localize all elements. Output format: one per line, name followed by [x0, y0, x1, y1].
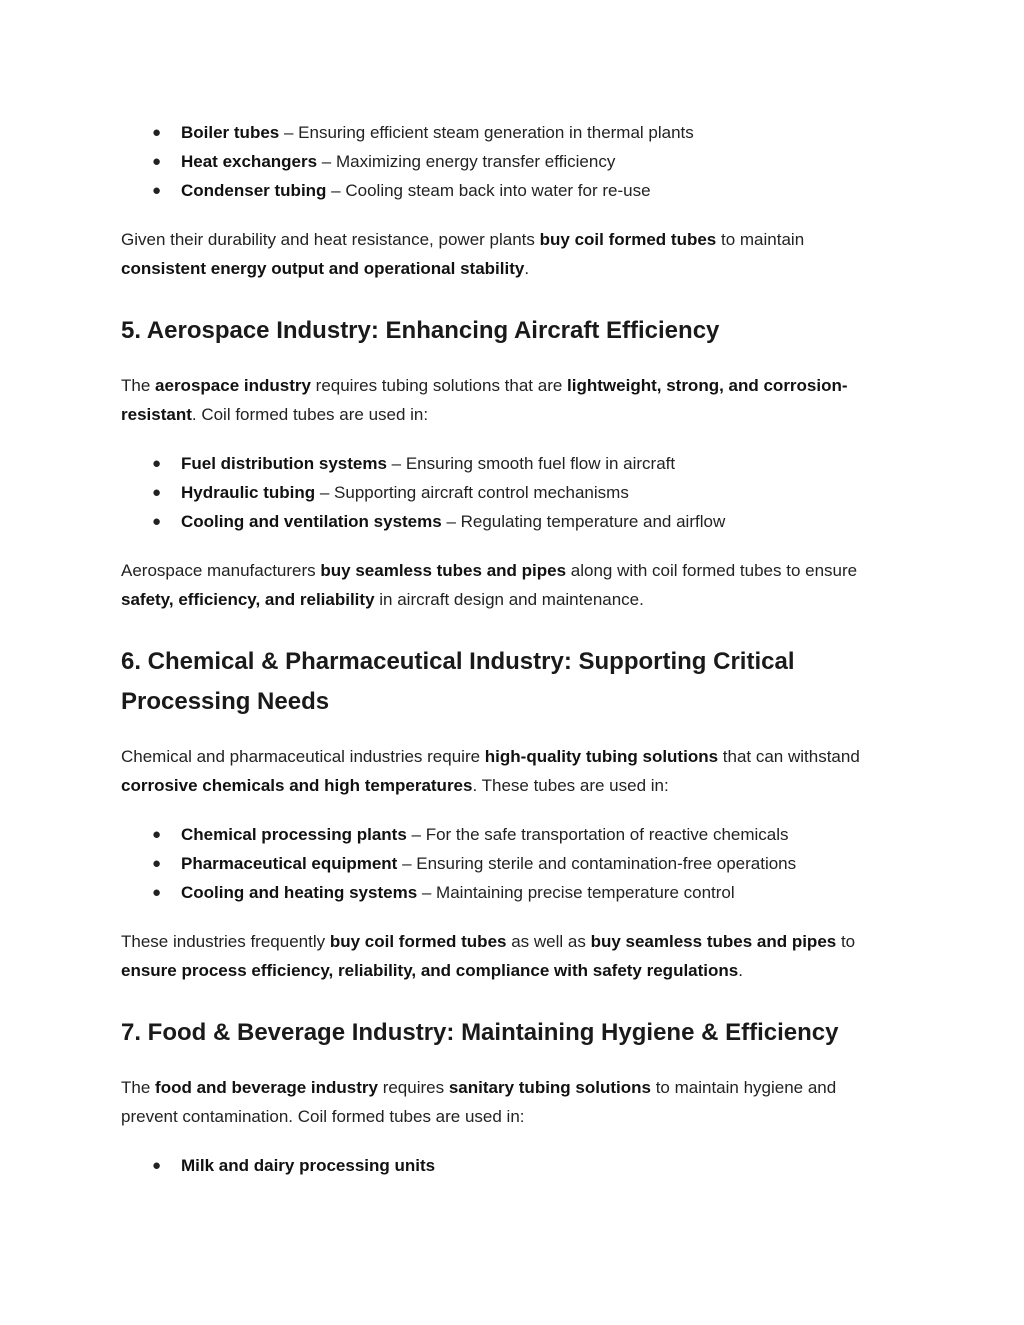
bullet-icon: ●: [152, 855, 162, 872]
bold-run: high-quality tubing solutions: [484, 747, 719, 766]
text-run: .: [738, 961, 743, 980]
list-item-term: Condenser tubing: [181, 181, 327, 200]
section-heading-food: 7. Food & Beverage Industry: Maintaining Hygiene & Efficiency: [121, 1019, 839, 1046]
list-item: [121, 147, 896, 176]
bold-run: ensure process efficiency, reliability, and compliance with safety regulations: [121, 961, 739, 980]
text-run: that can withstand: [718, 747, 860, 766]
list-item: [121, 849, 896, 878]
bullet-icon: ●: [152, 826, 162, 843]
chemical-uses-list: [121, 820, 896, 907]
bold-run: aerospace industry: [155, 376, 311, 395]
list-item: [121, 118, 896, 147]
list-item: [121, 878, 896, 907]
bold-run: corrosive chemicals and high temperatures: [121, 776, 473, 795]
text-run: .: [524, 259, 530, 278]
chemical-outro-paragraph: [121, 927, 896, 985]
bold-run: sanitary tubing solutions: [448, 1078, 651, 1097]
list-item-desc: – Maximizing energy transfer efficiency: [317, 152, 616, 171]
bullet-icon: ●: [152, 484, 162, 501]
bold-run: buy coil formed tubes: [539, 230, 717, 249]
power-uses-list: [121, 118, 896, 205]
list-item-term: Boiler tubes: [181, 123, 280, 142]
bullet-icon: ●: [152, 513, 162, 530]
list-item: [121, 820, 896, 849]
text-run: Given their durability and heat resistance, power plants: [121, 230, 540, 249]
list-item-term: Cooling and ventilation systems: [181, 512, 442, 531]
text-run: requires: [377, 1078, 449, 1097]
food-uses-list: [121, 1151, 896, 1180]
list-item-term: Heat exchangers: [181, 152, 318, 171]
list-item-desc: – Ensuring efficient steam generation in thermal plants: [279, 123, 694, 142]
list-item-term: Pharmaceutical equipment: [181, 854, 398, 873]
text-run: to: [836, 932, 856, 951]
bullet-icon: ●: [152, 182, 162, 199]
list-item: [121, 1151, 896, 1180]
list-item: [121, 478, 896, 507]
text-run: . Coil formed tubes are used in:: [191, 405, 429, 424]
list-item-desc: – Ensuring sterile and contamination-free operations: [397, 854, 797, 873]
list-item-desc: – Maintaining precise temperature control: [417, 883, 735, 902]
bold-run: buy coil formed tubes: [329, 932, 507, 951]
text-run: requires tubing solutions that are: [310, 376, 568, 395]
text-run: along with coil formed tubes to ensure: [566, 561, 858, 580]
text-run: Aerospace manufacturers: [121, 561, 321, 580]
text-run: The: [121, 376, 156, 395]
text-run: The: [121, 1078, 156, 1097]
list-item-term: Fuel distribution systems: [181, 454, 387, 473]
list-item-desc: – Supporting aircraft control mechanisms: [315, 483, 629, 502]
list-item: [121, 507, 896, 536]
list-item-desc: – Regulating temperature and airflow: [441, 512, 726, 531]
list-item-desc: – Cooling steam back into water for re-use: [326, 181, 651, 200]
text-run: in aircraft design and maintenance.: [374, 590, 644, 609]
list-item-term: Chemical processing plants: [181, 825, 407, 844]
bold-run: lightweight, strong, and corrosion-resistant: [121, 376, 848, 424]
aerospace-intro-paragraph: [121, 371, 896, 429]
chemical-intro-paragraph: [121, 742, 896, 800]
section-heading-chemical: 6. Chemical & Pharmaceutical Industry: Supporting Critical Processing Needs: [121, 648, 795, 715]
bullet-icon: ●: [152, 884, 162, 901]
text-run: to maintain: [716, 230, 805, 249]
bold-run: safety, efficiency, and reliability: [121, 590, 375, 609]
bold-run: buy seamless tubes and pipes: [590, 932, 837, 951]
list-item-term: Cooling and heating systems: [181, 883, 418, 902]
document-page: [121, 118, 896, 1180]
bullet-icon: ●: [152, 455, 162, 472]
bold-run: consistent energy output and operational stability: [121, 259, 525, 278]
aerospace-outro-paragraph: [121, 556, 896, 614]
text-run: as well as: [506, 932, 591, 951]
list-item-term: Milk and dairy processing units: [181, 1156, 436, 1175]
list-item-desc: – For the safe transportation of reactive chemicals: [406, 825, 789, 844]
bullet-icon: ●: [152, 124, 162, 141]
list-item: [121, 449, 896, 478]
text-run: These industries frequently: [121, 932, 330, 951]
bold-run: buy seamless tubes and pipes: [320, 561, 567, 580]
food-intro-paragraph: [121, 1073, 896, 1131]
text-run: to maintain hygiene and prevent contamination. Coil formed tubes are used in:: [121, 1078, 837, 1126]
bullet-icon: ●: [152, 153, 162, 170]
text-run: . These tubes are used in:: [472, 776, 669, 795]
section-heading-aerospace: 5. Aerospace Industry: Enhancing Aircraft Efficiency: [121, 317, 720, 344]
list-item-desc: – Ensuring smooth fuel flow in aircraft: [386, 454, 676, 473]
aerospace-uses-list: [121, 449, 896, 536]
power-plants-paragraph: [121, 225, 896, 283]
bold-run: food and beverage industry: [155, 1078, 378, 1097]
text-run: Chemical and pharmaceutical industries require: [121, 747, 485, 766]
bullet-icon: ●: [152, 1157, 162, 1174]
list-item: [121, 176, 896, 205]
list-item-term: Hydraulic tubing: [181, 483, 316, 502]
